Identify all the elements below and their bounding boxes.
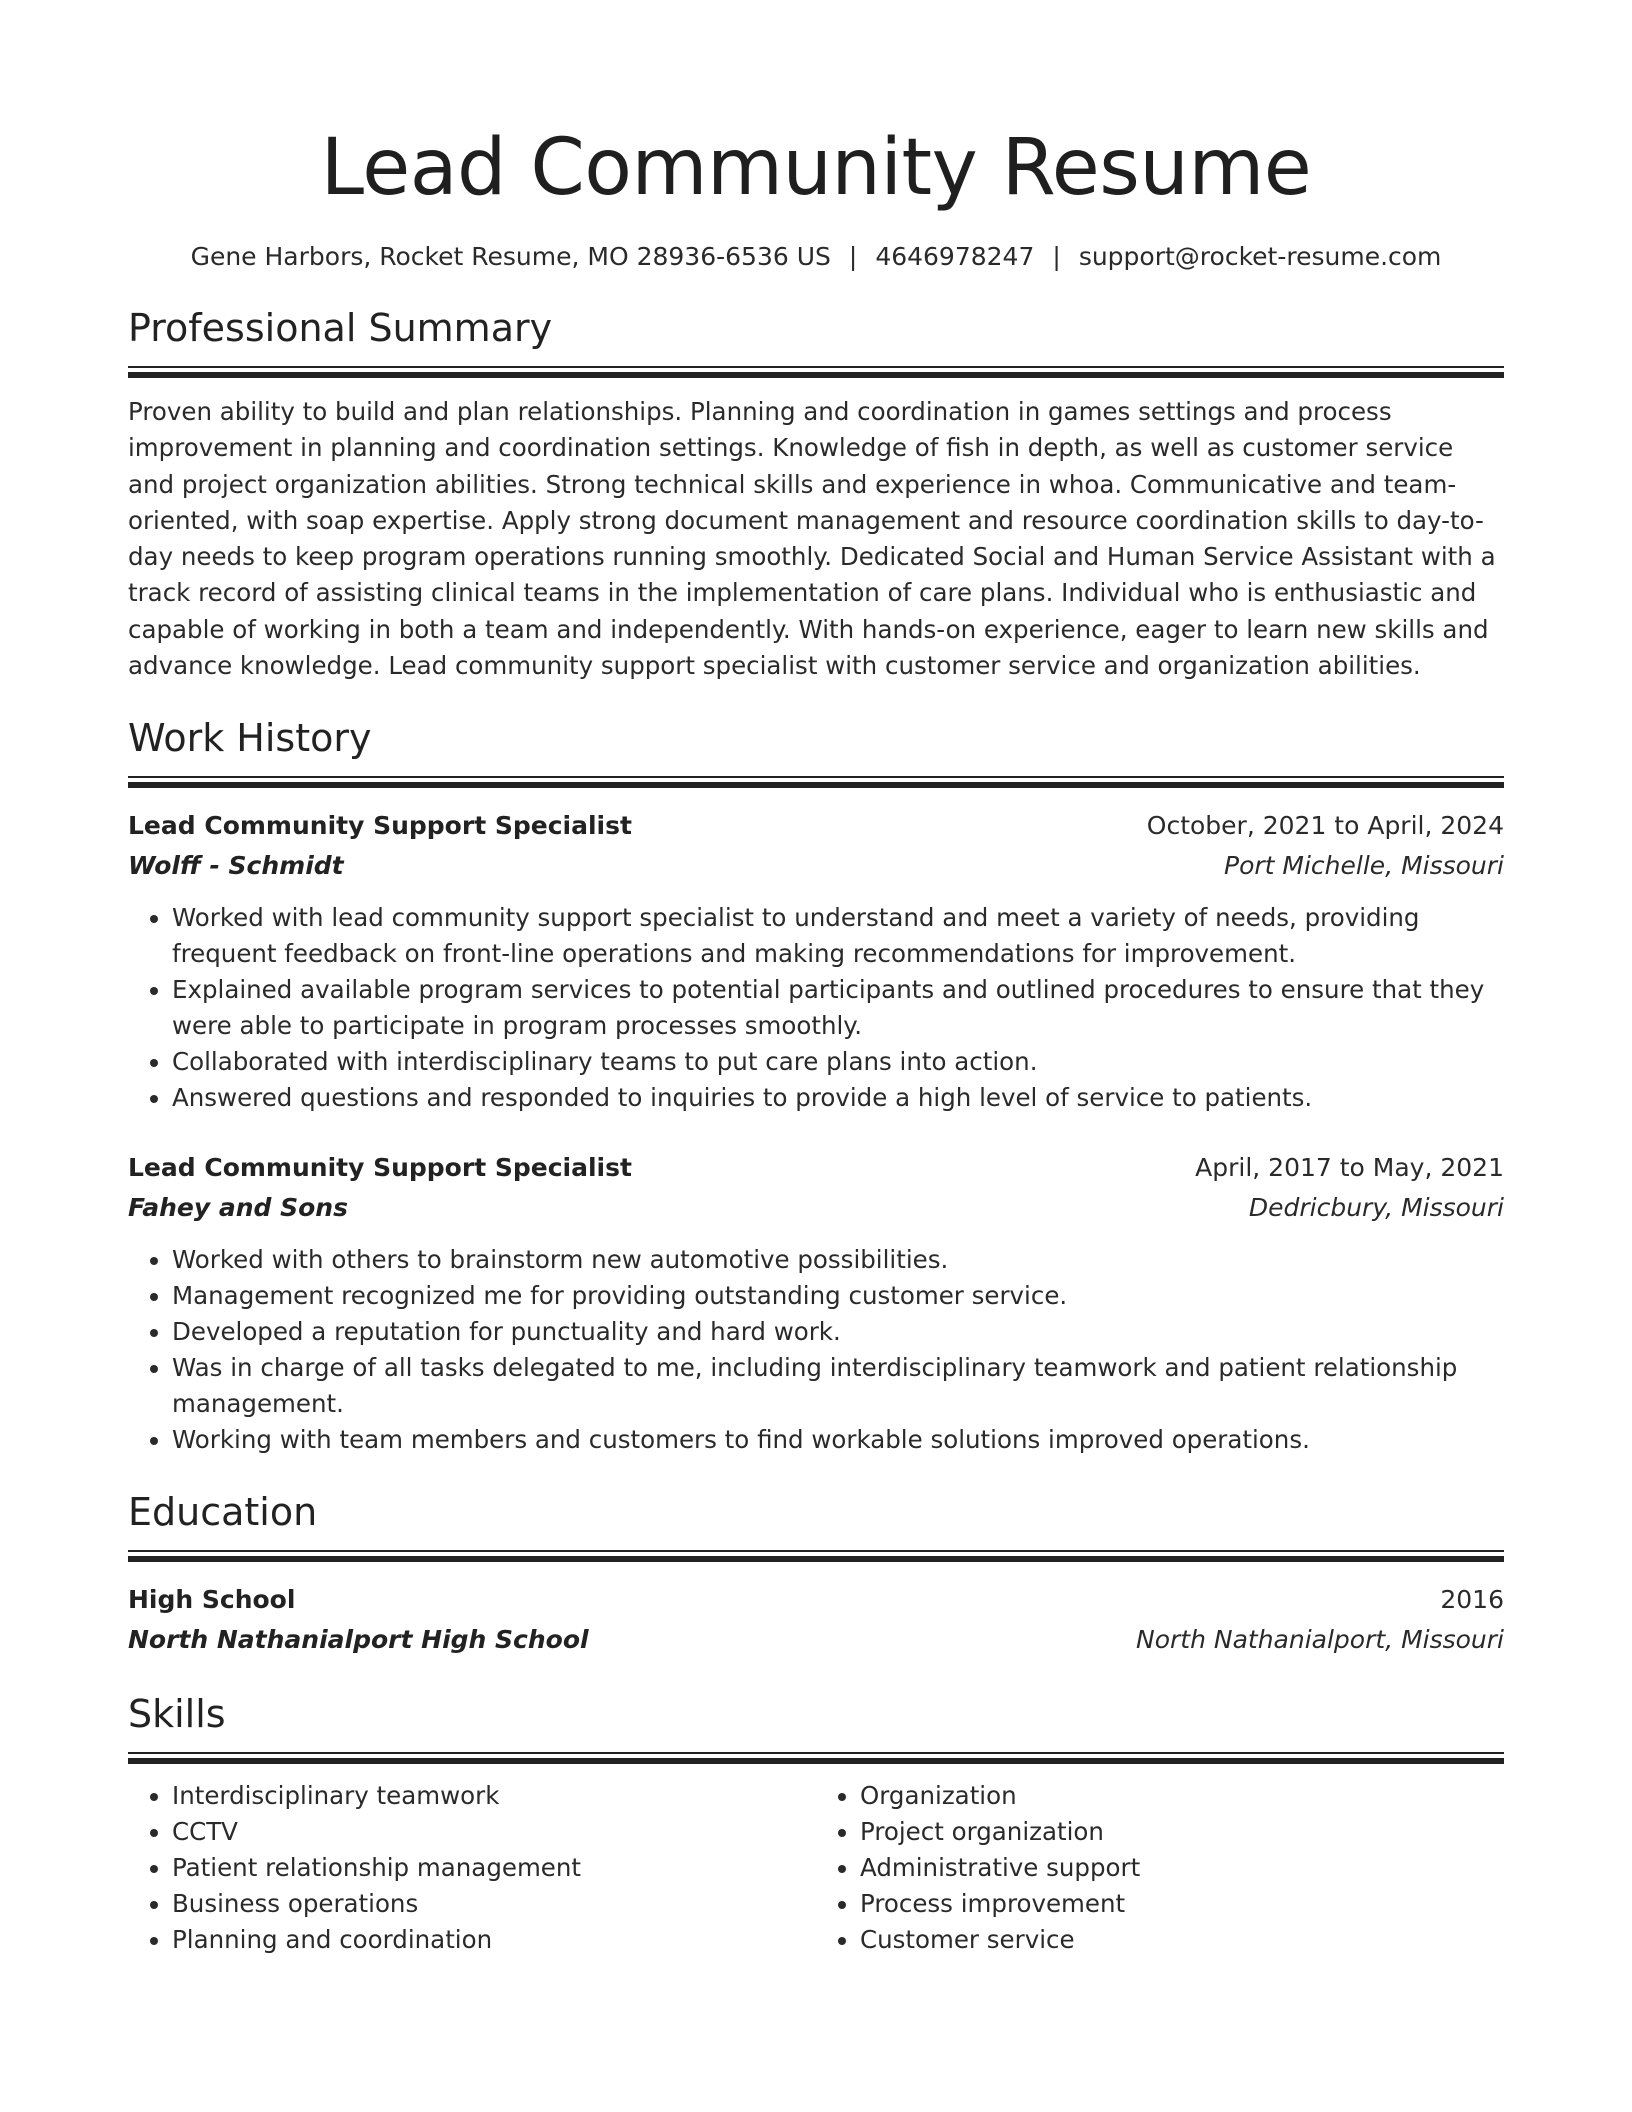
- education-degree-row: [128, 1580, 1504, 1620]
- job-bullets: [128, 1242, 1504, 1458]
- job-company: Wolff - Schmidt: [128, 851, 344, 881]
- work-section-header: [128, 714, 1504, 788]
- section-divider: [128, 1550, 1504, 1562]
- contact-phone: 4646978247: [875, 242, 1035, 271]
- job-dates: April, 2017 to May, 2021: [1195, 1153, 1504, 1183]
- job-company: Fahey and Sons: [128, 1193, 348, 1223]
- job-title: Lead Community Support Specialist: [128, 1153, 632, 1183]
- summary-heading: Professional Summary: [128, 306, 553, 350]
- skill-item: • Patient relationship management: [172, 1850, 816, 1886]
- resume-title: Lead Community Resume: [320, 123, 1312, 213]
- skill-item: • Project organization: [860, 1814, 1504, 1850]
- job-entry: [128, 1148, 1504, 1458]
- skill-item: • CCTV: [172, 1814, 816, 1850]
- contact-email: support@rocket-resume.com: [1078, 242, 1442, 271]
- education-location: North Nathanialport, Missouri: [1136, 1625, 1504, 1655]
- job-title: Lead Community Support Specialist: [128, 811, 632, 841]
- job-header-row: [128, 1148, 1504, 1188]
- summary-text: Proven ability to build and plan relationships. Planning and coordination in games settings and process improvement in planning and coordination settings. Knowledge of fish in depth, as well as customer service and project organization abilities. Strong technical skills and experience in whoa. Communicative and team-oriented, with soap expertise. Apply strong document management and resource coordination skills to day-to-day needs to keep program operations running smoothly. Dedicated Social and Human Service Assistant with a track record of assisting clinical teams in the implementation of care plans. Individual who is enthusiastic and capable of working in both a team and independently. With hands-on experience, eager to learn new skills and advance knowledge. Lead community support specialist with customer service and organization abilities.: [128, 397, 1496, 681]
- skill-item: • Administrative support: [860, 1850, 1504, 1886]
- job-bullet: • Was in charge of all tasks delegated to me, including interdisciplinary teamwork and patient relationship management.: [172, 1350, 1504, 1422]
- job-location: Port Michelle, Missouri: [1224, 851, 1504, 881]
- job-header-row: [128, 806, 1504, 846]
- job-bullet: • Answered questions and responded to inquiries to provide a high level of service to patients.: [172, 1080, 1504, 1116]
- job-dates: October, 2021 to April, 2024: [1146, 811, 1504, 841]
- job-bullet: • Collaborated with interdisciplinary teams to put care plans into action.: [172, 1044, 1504, 1080]
- skills-column-left: [128, 1778, 816, 1958]
- contact-address: Gene Harbors, Rocket Resume, MO 28936-6536 US: [190, 242, 831, 271]
- summary-section-header: [128, 304, 1504, 378]
- skills-column-right: [816, 1778, 1504, 1958]
- contact-line: [128, 240, 1504, 274]
- job-bullet: • Working with team members and customers to find workable solutions improved operations.: [172, 1422, 1504, 1458]
- education-school: North Nathanialport High School: [128, 1625, 589, 1655]
- job-company-row: [128, 1188, 1504, 1228]
- job-company-row: [128, 846, 1504, 886]
- skills-heading: Skills: [128, 1692, 226, 1737]
- skill-item: • Interdisciplinary teamwork: [172, 1778, 816, 1814]
- skill-item: • Process improvement: [860, 1886, 1504, 1922]
- education-entry: [128, 1580, 1504, 1660]
- job-location: Dedricbury, Missouri: [1248, 1193, 1504, 1223]
- education-year: 2016: [1440, 1585, 1504, 1615]
- education-section-header: [128, 1488, 1504, 1562]
- skill-item: • Customer service: [860, 1922, 1504, 1958]
- job-entry: [128, 806, 1504, 1116]
- work-heading: Work History: [128, 716, 372, 761]
- contact-separator: |: [848, 242, 858, 271]
- contact-separator: |: [1052, 242, 1061, 271]
- skill-item: • Planning and coordination: [172, 1922, 816, 1958]
- section-divider: [128, 1752, 1504, 1764]
- skills-list: [128, 1778, 1504, 1958]
- job-bullet: • Explained available program services to potential participants and outlined procedures to ensure that they were able to participate in program processes smoothly.: [172, 972, 1504, 1044]
- section-divider: [128, 366, 1504, 378]
- education-heading: Education: [128, 1490, 318, 1535]
- job-bullet: • Management recognized me for providing outstanding customer service.: [172, 1278, 1504, 1314]
- job-bullets: [128, 900, 1504, 1116]
- job-bullet: • Worked with others to brainstorm new automotive possibilities.: [172, 1242, 1504, 1278]
- skill-item: • Organization: [860, 1778, 1504, 1814]
- skill-item: • Business operations: [172, 1886, 816, 1922]
- skills-section-header: [128, 1690, 1504, 1764]
- job-bullet: • Developed a reputation for punctuality and hard work.: [172, 1314, 1504, 1350]
- education-degree: High School: [128, 1585, 296, 1615]
- job-bullet: • Worked with lead community support specialist to understand and meet a variety of needs, providing frequent feedback on front-line operations and making recommendations for improvement.: [172, 900, 1504, 972]
- section-divider: [128, 776, 1504, 788]
- education-school-row: [128, 1620, 1504, 1660]
